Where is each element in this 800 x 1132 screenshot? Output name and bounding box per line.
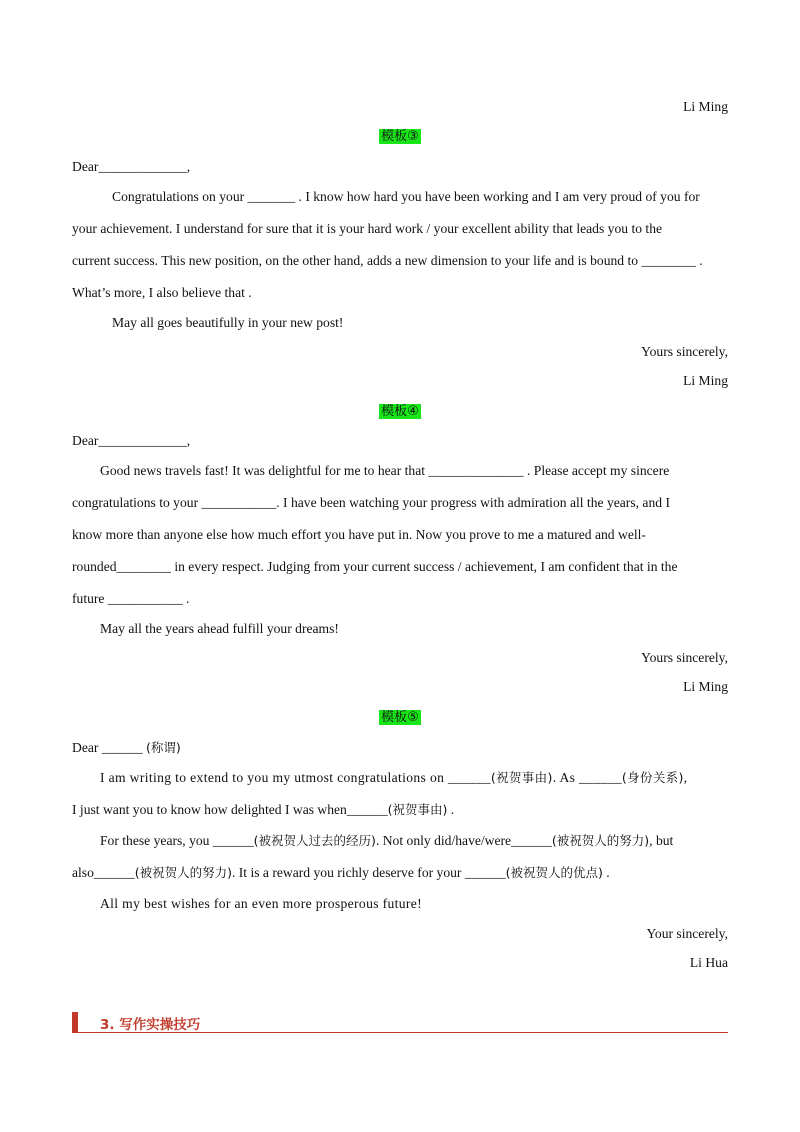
body-line: Congratulations on your _______ . I know how hard you have been working and I am very proud of you for [112,189,700,204]
text: For these years, you ______ [100,833,254,848]
closing-wish: May all goes beautifully in your new post! [112,315,344,330]
body-line [72,832,756,850]
text: , but [649,833,674,848]
body-line: rounded________ in every respect. Judging from your current success / achievement, I am confident that in the [72,559,678,574]
body-line: What’s more, I also believe that . [72,285,252,300]
hint: (被祝贺人的努力) [551,833,650,848]
text: . It is a reward you richly deserve for your ______ [231,865,506,880]
hint: (被祝贺人的努力) [134,865,232,880]
closing: Yours sincerely, [641,650,728,665]
text: . [602,865,610,880]
body-line: Good news travels fast! It was delightful for me to hear that ______________ . Please accept my sincere [100,463,670,478]
body-line: future ___________ . [72,591,190,606]
signature-name: Li Hua [689,955,728,970]
closing-wish: May all the years ahead fulfill your dreams! [100,621,339,636]
hint: (身份关系) [621,770,684,785]
hint: (被祝贺人的优点) [505,865,603,880]
hint: (祝贺事由) [490,770,553,785]
template-label: 模板③ [381,129,419,144]
text: I am writing to extend to you my utmost congratulations on ______ [100,770,491,785]
body-line: current success. This new position, on the other hand, adds a new dimension to your life and is bound to ________ . [72,253,703,268]
salutation-hint: (称谓) [146,740,181,755]
body-line: your achievement. I understand for sure that it is your hard work / your excellent ability that leads you to the [72,221,663,236]
salutation-text: Dear ______ [72,740,146,755]
text: . Not only did/have/were______ [375,833,552,848]
closing: Yours sincerely, [641,344,728,359]
signature-name: Li Ming [683,99,728,114]
text: . [447,802,455,817]
salutation: Dear_____________, [72,433,191,448]
salutation: Dear_____________, [72,159,191,174]
section-heading [72,1012,728,1033]
body-line [72,769,756,787]
hint: (祝贺事由) [387,802,448,817]
text: I just want you to know how delighted I was when______ [72,802,388,817]
signature-name: Li Ming [683,373,728,388]
body-line [72,801,728,819]
text: also______ [72,865,135,880]
signature-name: Li Ming [683,679,728,694]
section-accent-bar [72,1012,78,1032]
template-3-heading [72,127,728,146]
salutation [72,739,728,757]
section-title: 3. 写作实操技巧 [100,1017,201,1033]
template-label: 模板④ [381,404,419,419]
text: . As ______ [552,770,622,785]
closing-wish: All my best wishes for an even more prosperous future! [100,896,423,911]
body-line: congratulations to your ___________. I have been watching your progress with admiration all the years, and I [72,495,670,510]
template-4-heading [72,402,728,421]
body-line: know more than anyone else how much effort you have put in. Now you prove to me a matured and well- [72,527,646,542]
template-label: 模板⑤ [381,710,419,725]
body-line [72,864,728,882]
closing: Your sincerely, [646,926,728,941]
template-5-heading [72,708,728,727]
hint: (被祝贺人过去的经历) [253,833,376,848]
text: , [683,770,688,785]
